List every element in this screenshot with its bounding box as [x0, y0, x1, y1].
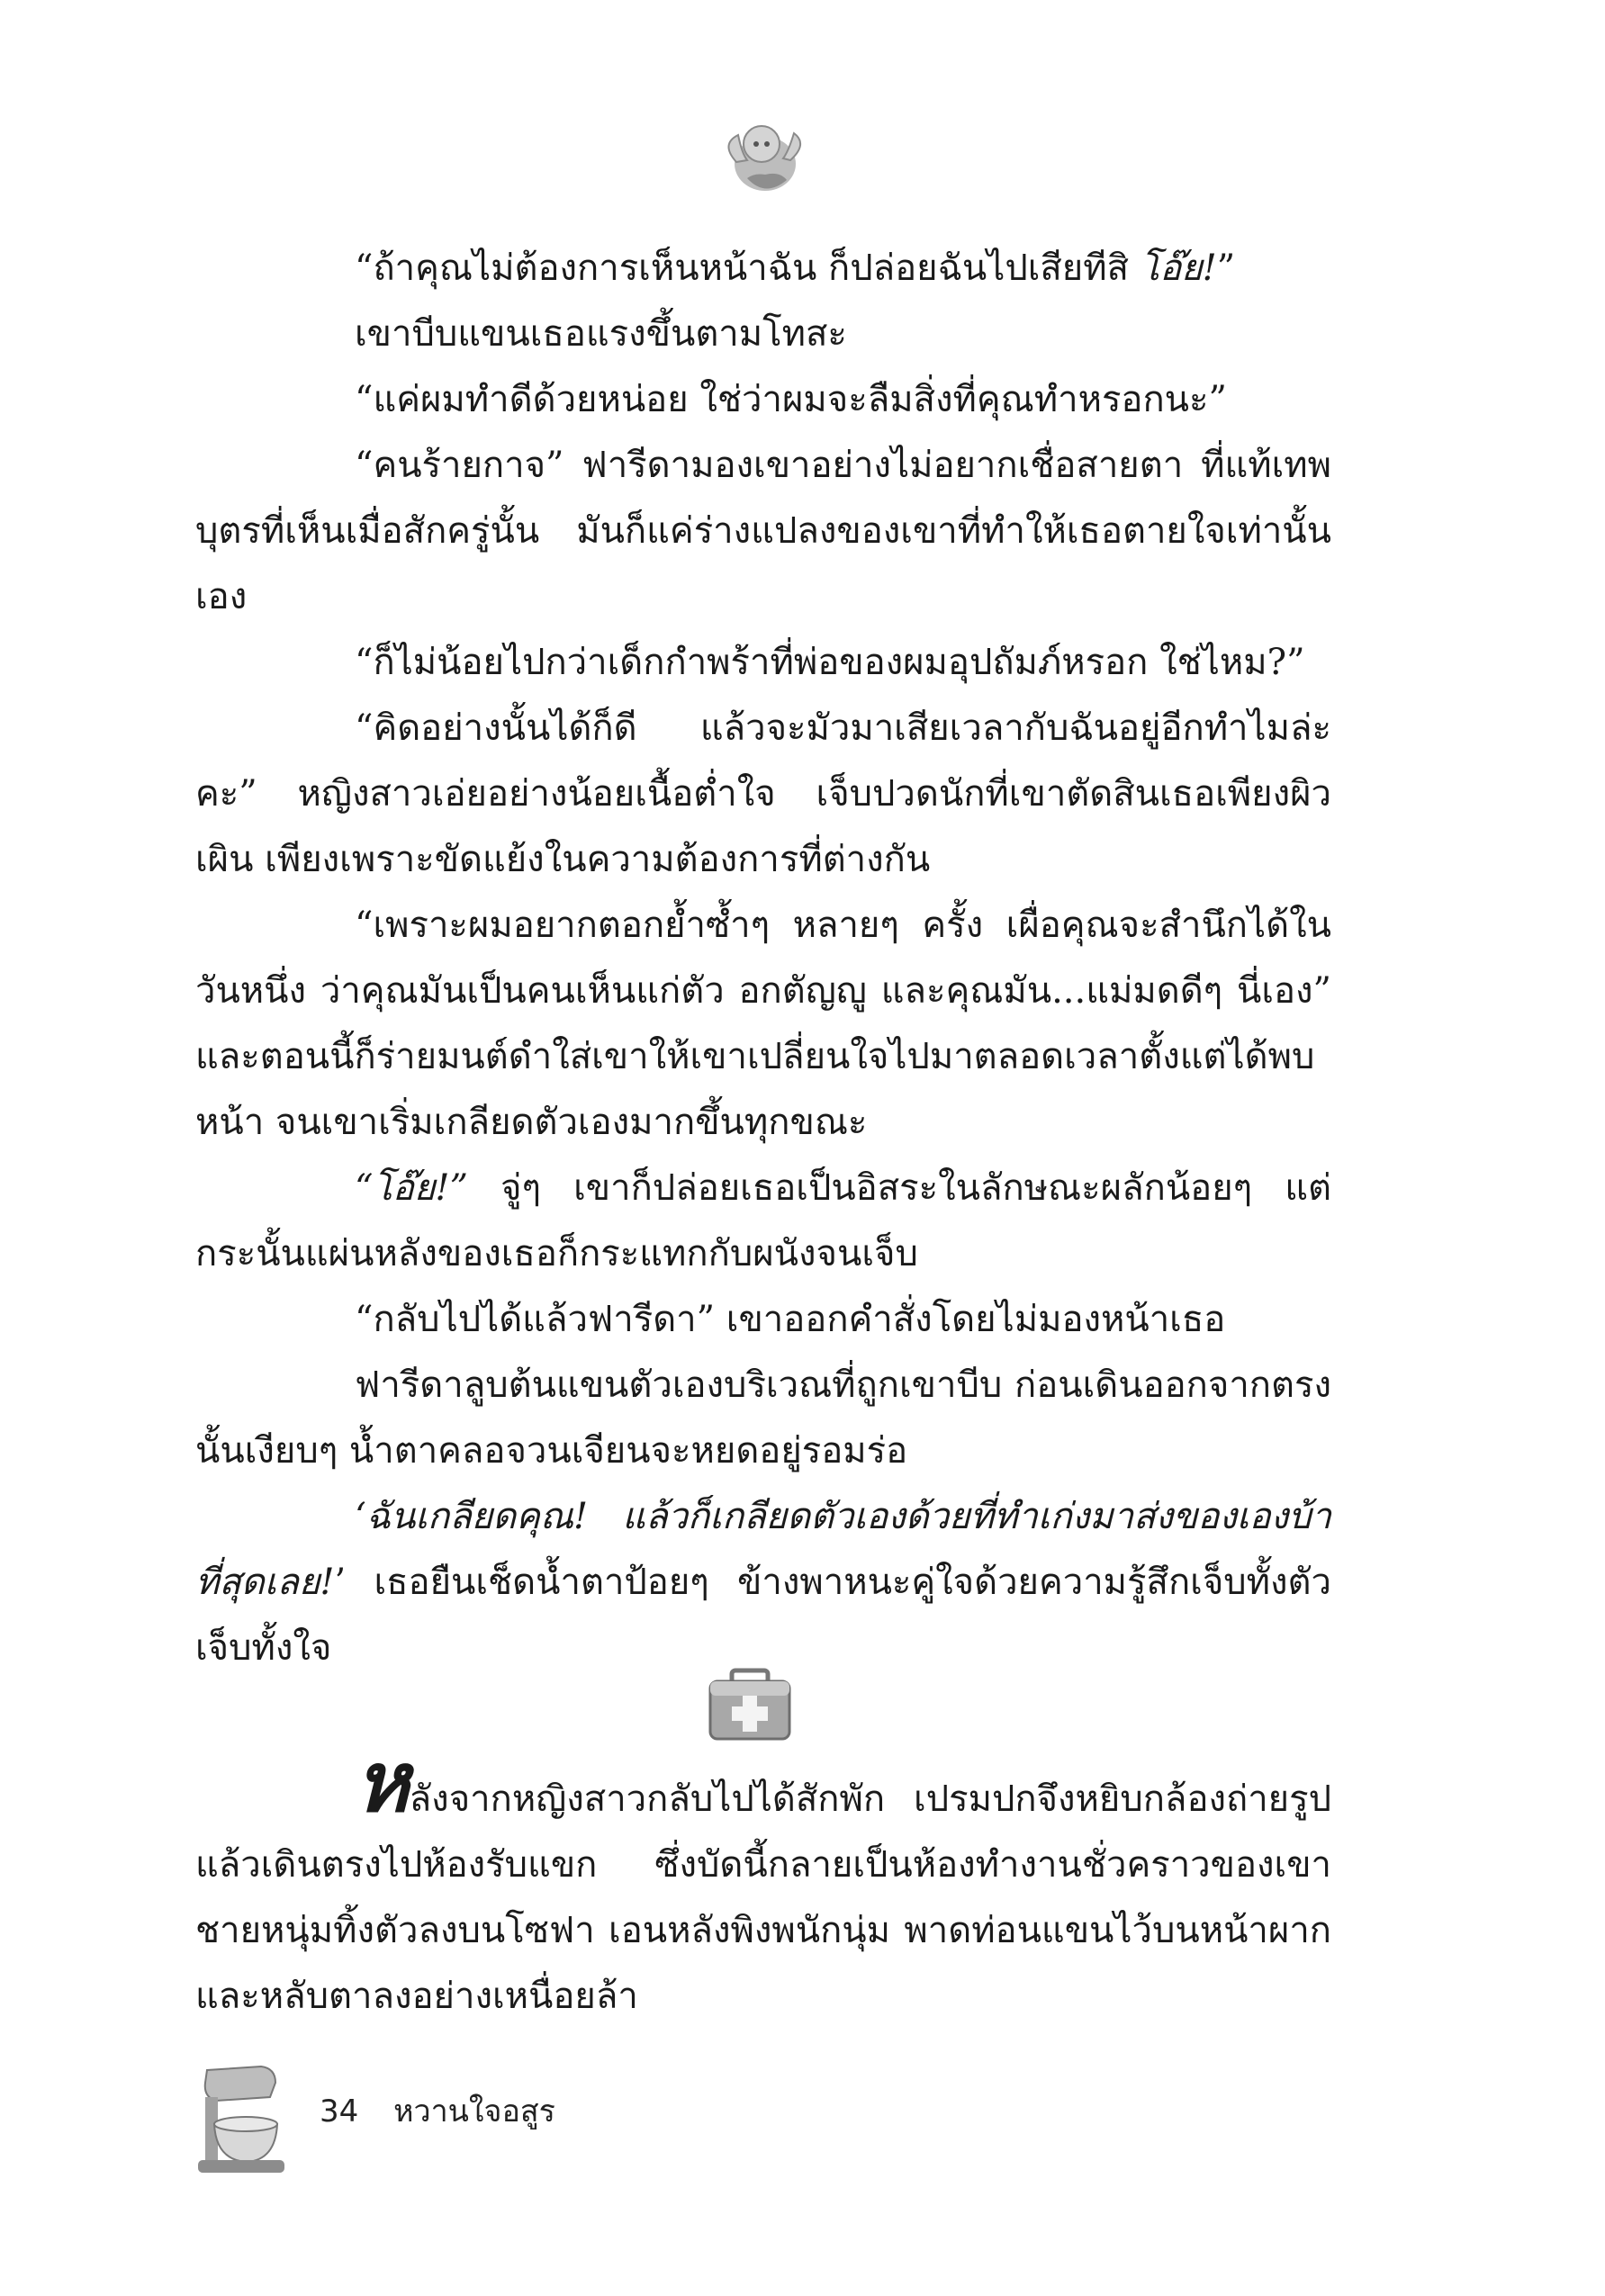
- paragraph: [195, 1484, 1331, 1681]
- italic-text: “โอ๊ย!”: [355, 1167, 468, 1209]
- text-run: “ถ้าคุณไม่ต้องการเห็นหน้าฉัน ก็ปล่อยฉันไปเสียทีสิ: [355, 248, 1141, 289]
- section-two-paragraph: [195, 1733, 1331, 2030]
- text-run: “เพราะผมอยากตอกย้ำซ้ำๆ หลายๆ ครั้ง เผื่อคุณจะสำนึกได้ในวันหนึ่ง ว่าคุณมันเป็นคนเห็นแก่ตัว อกตัญญู และคุณมัน...แม่มดดีๆ นี่เอง” และตอนนี้ก็ร่ายมนต์ดำใส่เขาให้เขาเปลี่ยนใจไปมาตลอดเวลาตั้งแต่ได้พบหน้า จนเขาเริ่มเกลียดตัวเองมากขึ้นทุกขณะ: [195, 905, 1331, 1143]
- stand-mixer-icon: [189, 2061, 288, 2178]
- book-title: หวานใจอสูร: [393, 2093, 555, 2129]
- paragraph: [195, 236, 1331, 302]
- text-run: “คนร้ายกาจ” ฟารีดามองเขาอย่างไม่อยากเชื่อสายตา ที่แท้เทพบุตรที่เห็นเมื่อสักครู่นั้น มันก็แค่ร่างแปลงของเขาที่ทำให้เธอตายใจเท่านั้นเอง: [195, 445, 1331, 617]
- text-run: เขาบีบแขนเธอแรงขึ้นตามโทสะ: [355, 313, 847, 355]
- paragraph: [195, 1353, 1331, 1484]
- cherub-ornament-icon: [711, 108, 819, 207]
- paragraph: [195, 696, 1331, 893]
- text-run: ’ เธอยืนเช็ดน้ำตาป้อยๆ ข้างพาหนะคู่ใจด้วยความรู้สึกเจ็บทั้งตัวเจ็บทั้งใจ: [195, 1562, 1331, 1669]
- text-run: “กลับไปได้แล้วฟารีดา” เขาออกคำสั่งโดยไม่มองหน้าเธอ: [355, 1299, 1226, 1340]
- paragraph: [195, 367, 1331, 433]
- text-run: “ก็ไม่น้อยไปกว่าเด็กกำพร้าที่พ่อของผมอุปถัมภ์หรอก ใช่ไหม?”: [355, 642, 1305, 683]
- text-run: “แค่ผมทำดีด้วยหน่อย ใช่ว่าผมจะลืมสิ่งที่คุณทำหรอกนะ”: [355, 379, 1227, 420]
- paragraph: [195, 893, 1331, 1156]
- text-run: “คิดอย่างนั้นได้ก็ดี แล้วจะมัวมาเสียเวลากับฉันอยู่อีกทำไมล่ะคะ” หญิงสาวเอ่ยอย่างน้อยเนื้อต่ำใจ เจ็บปวดนักที่เขาตัดสินเธอเพียงผิวเผิน เพียงเพราะขัดแย้งในความต้องการที่ต่างกัน: [195, 707, 1331, 880]
- paragraph: [195, 433, 1331, 630]
- page-number: 34: [320, 2093, 359, 2129]
- first-aid-kit-icon: [705, 1665, 795, 1744]
- paragraph: [195, 630, 1331, 696]
- section-two-text: ลังจากหญิงสาวกลับไปได้สักพัก เปรมปกจึงหยิบกล้องถ่ายรูปแล้วเดินตรงไปห้องรับแขก ซึ่งบัดนี้กลายเป็นห้องทำงานชั่วคราวของเขา ชายหนุ่มทิ้งตัวลงบนโซฟา เอนหลังพิงพนักนุ่ม พาดท่อนแขนไว้บนหน้าผาก และหลับตาลงอย่างเหนื่อยล้า: [195, 1778, 1331, 2017]
- text-run: ”: [1216, 248, 1236, 289]
- italic-text: โอ๊ย!: [1140, 248, 1217, 289]
- drop-cap: ห: [355, 1733, 410, 1831]
- italic-text: ‘ฉันเกลียดคุณ! แล้วก็เกลียดตัวเองด้วยที่ทำเก่งมาส่งของเองบ้าที่สุดเลย!: [195, 1496, 1331, 1603]
- paragraph: [195, 302, 1331, 367]
- paragraph: [195, 1287, 1331, 1353]
- paragraph: [195, 1156, 1331, 1287]
- body-text: [195, 236, 1331, 1681]
- text-run: ฟารีดาลูบต้นแขนตัวเองบริเวณที่ถูกเขาบีบ ก่อนเดินออกจากตรงนั้นเงียบๆ น้ำตาคลอจวนเจียนจะหยดอยู่รอมร่อ: [195, 1364, 1331, 1472]
- text-run: จู่ๆ เขาก็ปล่อยเธอเป็นอิสระในลักษณะผลักน้อยๆ แต่กระนั้นแผ่นหลังของเธอก็กระแทกกับผนังจนเจ็บ: [195, 1167, 1331, 1274]
- page-footer: [320, 2086, 581, 2135]
